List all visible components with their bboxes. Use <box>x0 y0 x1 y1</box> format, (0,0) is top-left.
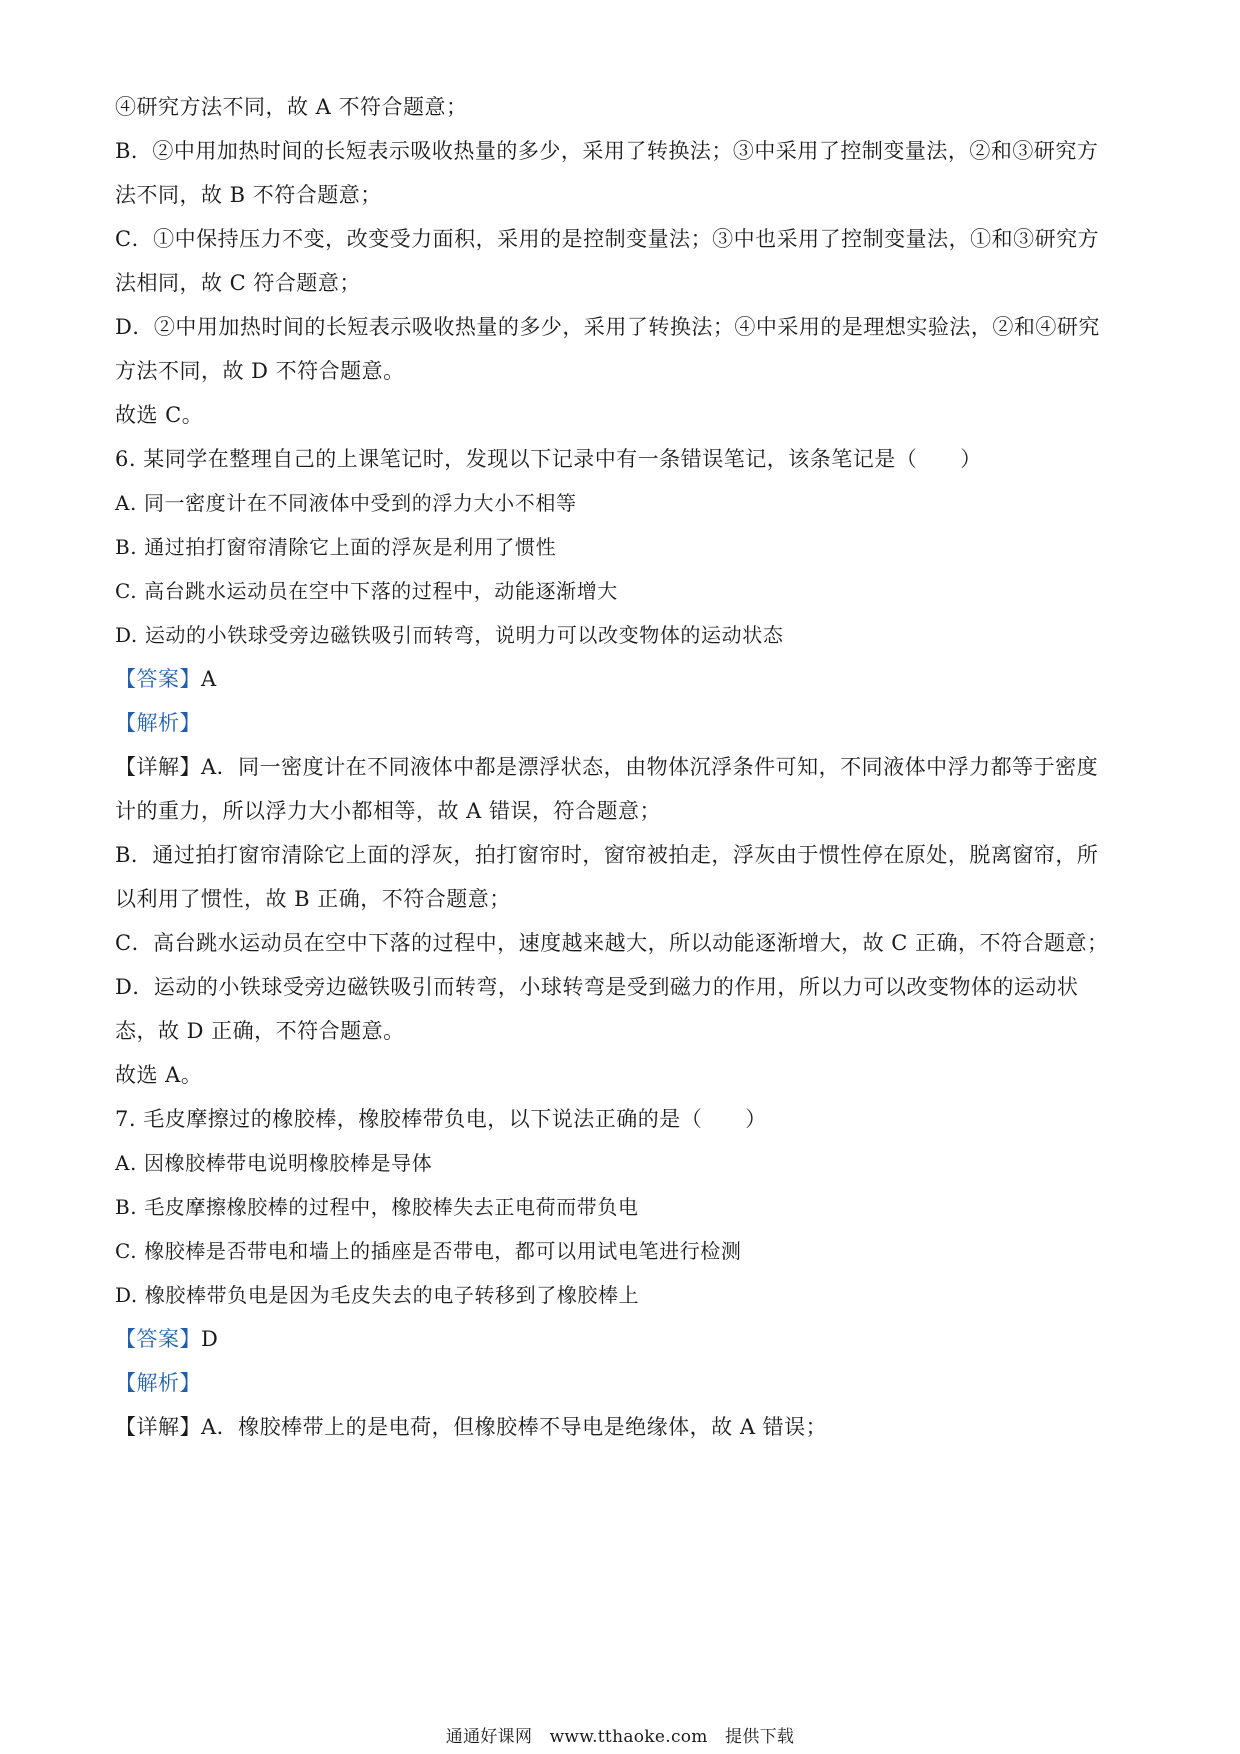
detail-text: A．橡胶棒带上的是电荷，但橡胶棒不导电是绝缘体，故 A 错误； <box>201 1415 828 1439</box>
question-7-option-b: B. 毛皮摩擦橡胶棒的过程中，橡胶棒失去正电荷而带负电 <box>115 1195 639 1219</box>
question-7-answer <box>115 1324 1125 1354</box>
question-6-option-d: D. 运动的小铁球受旁边磁铁吸引而转弯，说明力可以改变物体的运动状态 <box>115 623 784 647</box>
question-6-detail <box>115 752 1125 782</box>
question-6-stem: 6. 某同学在整理自己的上课笔记时，发现以下记录中有一条错误笔记，该条笔记是（ ） <box>115 447 982 471</box>
question-7-analysis <box>115 1368 1125 1398</box>
question-6-option-b: B. 通过拍打窗帘清除它上面的浮灰是利用了惯性 <box>115 535 557 559</box>
analysis-label: 【解析】 <box>115 711 201 735</box>
detail-label: 【详解】 <box>115 1415 201 1439</box>
question-6-analysis <box>115 708 1125 738</box>
question-7-option-c: C. 橡胶棒是否带电和墙上的插座是否带电，都可以用试电笔进行检测 <box>115 1239 742 1263</box>
question-7-option-a: A. 因橡胶棒带电说明橡胶棒是导体 <box>115 1151 433 1175</box>
question-7-option-d: D. 橡胶棒带负电是因为毛皮失去的电子转移到了橡胶棒上 <box>115 1283 640 1307</box>
text-line: 以利用了惯性，故 B 正确，不符合题意； <box>115 887 511 911</box>
answer-value: D <box>201 1327 219 1351</box>
text-line: 故选 C。 <box>115 403 204 427</box>
text-line: B．通过拍打窗帘清除它上面的浮灰，拍打窗帘时，窗帘被拍走，浮灰由于惯性停在原处，脱离窗帘，所 <box>115 843 1099 867</box>
question-6-answer <box>115 664 1125 694</box>
question-7-stem: 7. 毛皮摩擦过的橡胶棒，橡胶棒带负电，以下说法正确的是（ ） <box>115 1107 767 1131</box>
text-line: 计的重力，所以浮力大小都相等，故 A 错误，符合题意； <box>115 799 662 823</box>
detail-text: A．同一密度计在不同液体中都是漂浮状态，由物体沉浮条件可知，不同液体中浮力都等于密度 <box>201 755 1099 779</box>
text-line: D．②中用加热时间的长短表示吸收热量的多少，采用了转换法；④中采用的是理想实验法，②和④研究 <box>115 315 1100 339</box>
text-line: C．①中保持压力不变，改变受力面积，采用的是控制变量法；③中也采用了控制变量法，①和③研究方 <box>115 227 1100 251</box>
text-line: B．②中用加热时间的长短表示吸收热量的多少，采用了转换法；③中采用了控制变量法，②和③研究方 <box>115 139 1099 163</box>
analysis-label: 【解析】 <box>115 1371 201 1395</box>
question-7-detail <box>115 1412 1125 1442</box>
detail-label: 【详解】 <box>115 755 201 779</box>
text-line: D．运动的小铁球受旁边磁铁吸引而转弯，小球转弯是受到磁力的作用，所以力可以改变物体的运动状 <box>115 975 1079 999</box>
question-6-option-c: C. 高台跳水运动员在空中下落的过程中，动能逐渐增大 <box>115 579 618 603</box>
answer-label: 【答案】 <box>115 667 201 691</box>
text-line: 法相同，故 C 符合题意； <box>115 271 361 295</box>
text-line: C．高台跳水运动员在空中下落的过程中，速度越来越大，所以动能逐渐增大，故 C 正确，不符合题意； <box>115 931 1109 955</box>
text-line: 法不同，故 B 不符合题意； <box>115 183 382 207</box>
answer-label: 【答案】 <box>115 1327 201 1351</box>
question-6-option-a: A. 同一密度计在不同液体中受到的浮力大小不相等 <box>115 491 577 515</box>
text-line: 态，故 D 正确，不符合题意。 <box>115 1019 405 1043</box>
text-line: 方法不同，故 D 不符合题意。 <box>115 359 405 383</box>
answer-value: A <box>201 667 217 691</box>
text-line: 故选 A。 <box>115 1063 203 1087</box>
text-line: ④研究方法不同，故 A 不符合题意； <box>115 95 468 119</box>
page-footer: 通通好课网 www.tthaoke.com 提供下载 <box>445 1727 795 1747</box>
